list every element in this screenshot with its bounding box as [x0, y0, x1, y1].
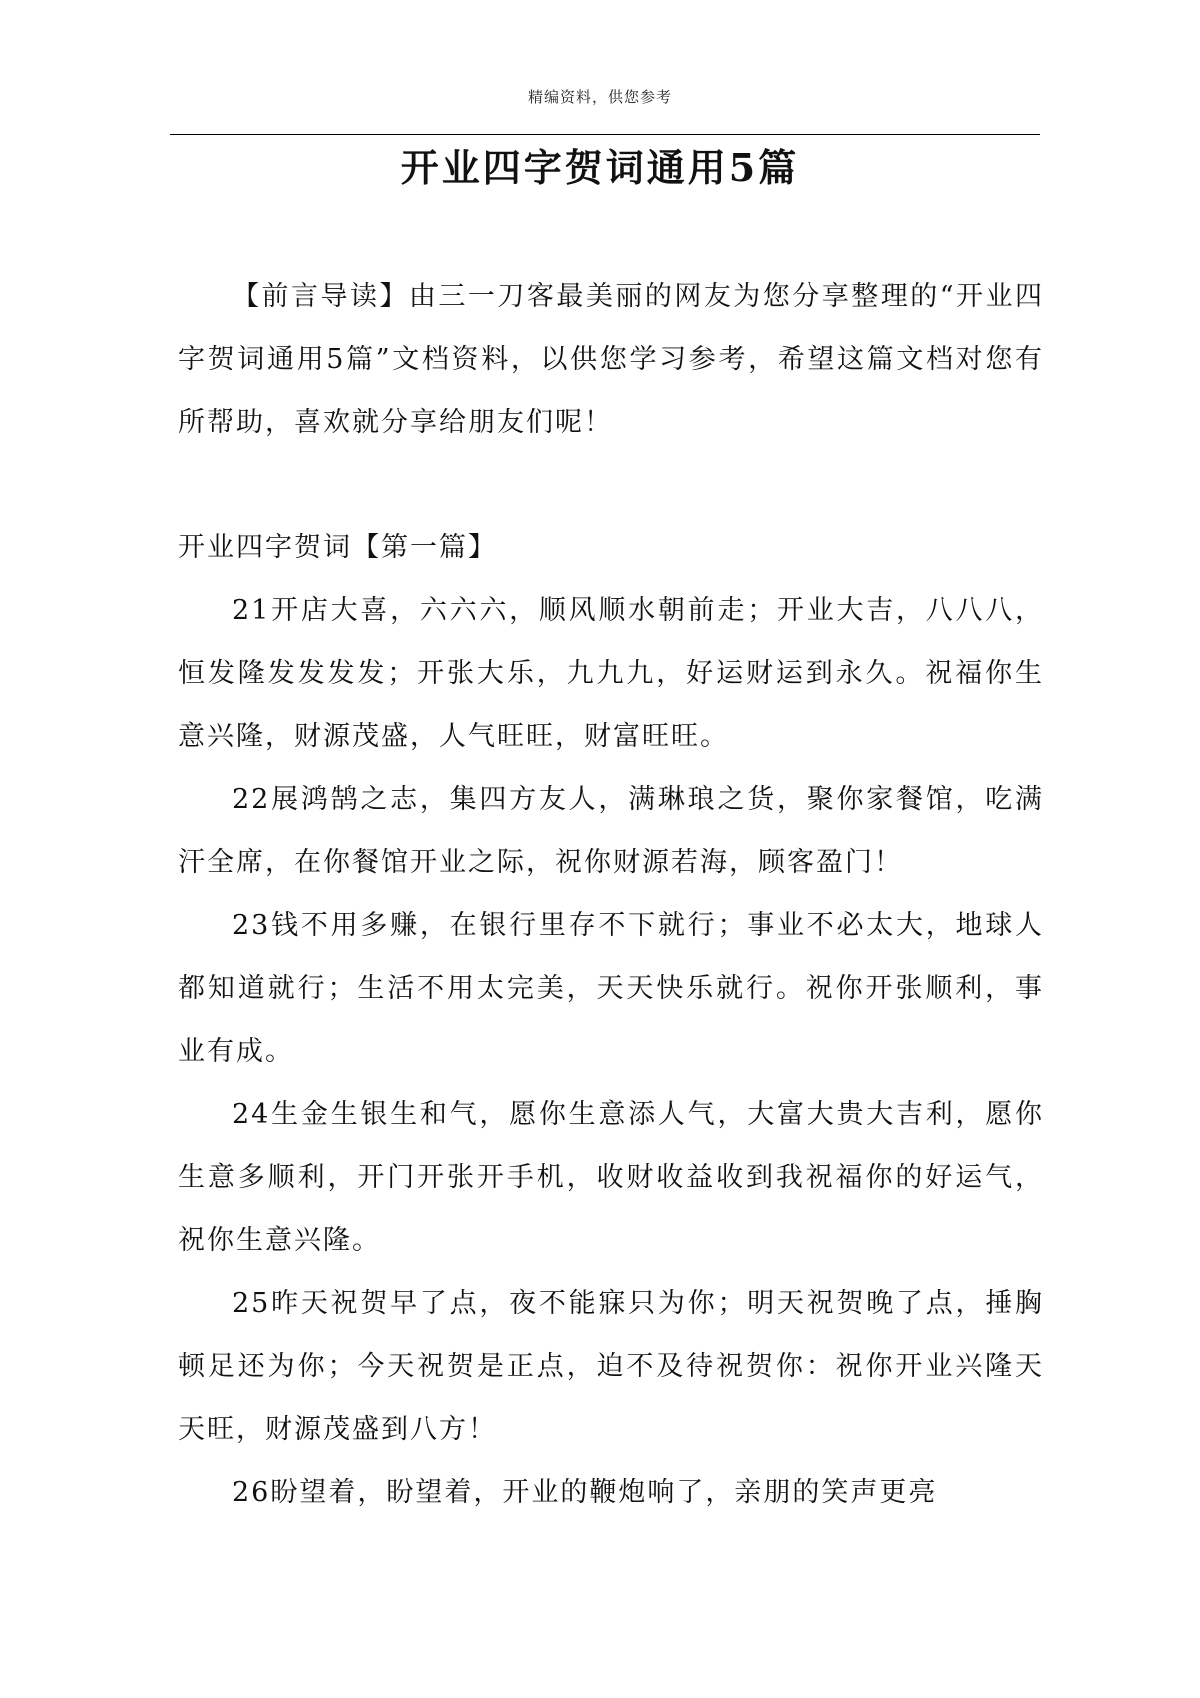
- intro-paragraph: 【前言导读】由三一刀客最美丽的网友为您分享整理的“开业四字贺词通用5篇”文档资料，以供您学习参考，希望这篇文档对您有所帮助，喜欢就分享给朋友们呢！: [178, 281, 1044, 438]
- page-header-text: 精编资料，供您参考: [527, 88, 672, 106]
- document-body: [178, 265, 1044, 1524]
- section-heading: 开业四字贺词【第一篇】: [178, 532, 497, 563]
- header-divider: [170, 134, 1040, 135]
- list-item: 23钱不用多赚，在银行里存不下就行；事业不必太大，地球人都知道就行；生活不用太完美，天天快乐就行。祝你开张顺利，事业有成。: [178, 910, 1044, 1067]
- document-title: 开业四字贺词通用5篇: [400, 145, 800, 190]
- list-item: 26盼望着，盼望着，开业的鞭炮响了，亲朋的笑声更亮: [232, 1477, 938, 1508]
- list-item: 24生金生银生和气，愿你生意添人气，大富大贵大吉利，愿你生意多顺利，开门开张开手机，收财收益收到我祝福你的好运气，祝你生意兴隆。: [178, 1099, 1044, 1256]
- list-item: 21开店大喜，六六六，顺风顺水朝前走；开业大吉，八八八，恒发隆发发发发；开张大乐，九九九，好运财运到永久。祝福你生意兴隆，财源茂盛，人气旺旺，财富旺旺。: [178, 595, 1044, 752]
- list-item: 25昨天祝贺早了点，夜不能寐只为你；明天祝贺晚了点，捶胸顿足还为你；今天祝贺是正点，迫不及待祝贺你：祝你开业兴隆天天旺，财源茂盛到八方！: [178, 1288, 1044, 1445]
- list-item: 22展鸿鹄之志，集四方友人，满琳琅之货，聚你家餐馆，吃满汗全席，在你餐馆开业之际，祝你财源若海，顾客盈门！: [178, 784, 1044, 878]
